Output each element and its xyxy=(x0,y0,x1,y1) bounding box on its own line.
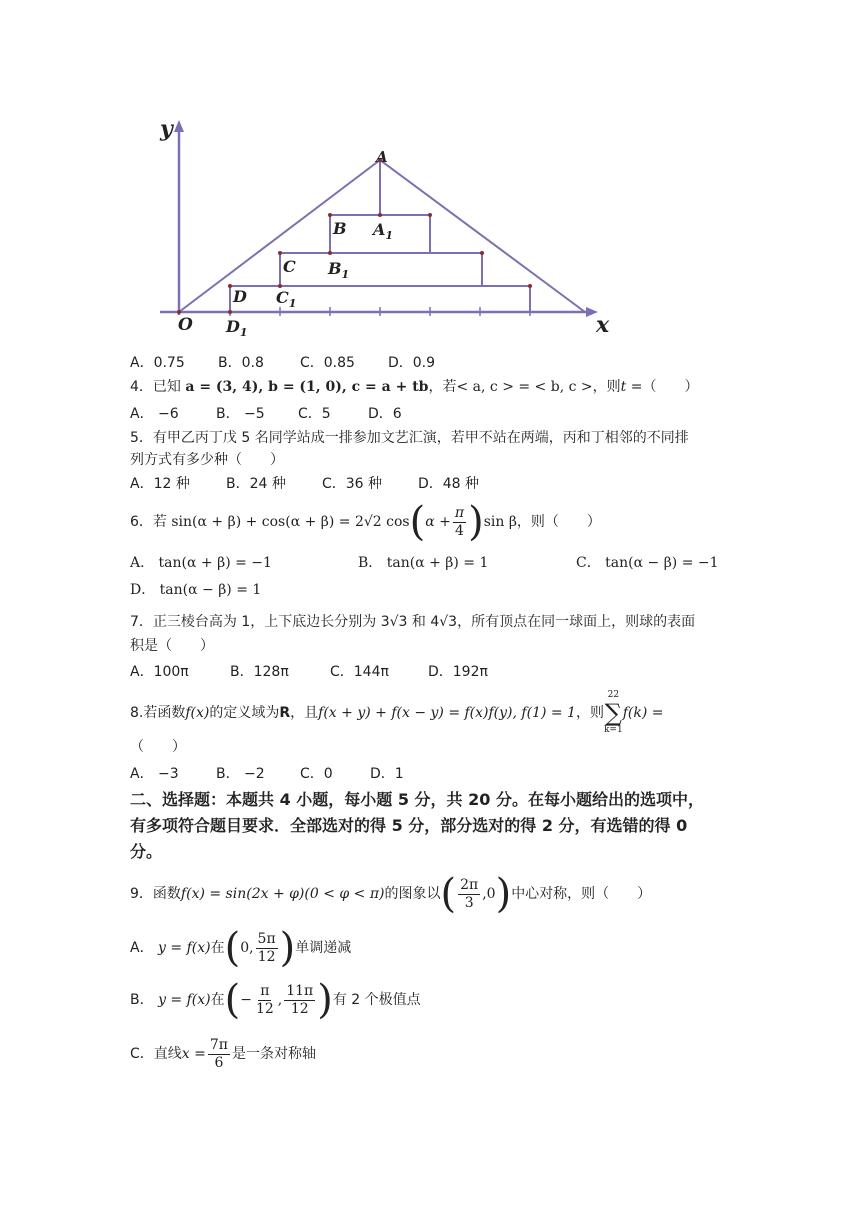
label-D: D xyxy=(233,287,247,306)
text: ，且 xyxy=(290,705,319,721)
paren: ) xyxy=(279,925,296,971)
label-D1: $D_1$ xyxy=(226,317,248,339)
q6-options-row2 xyxy=(130,580,261,600)
var-t: t xyxy=(620,379,627,395)
text: ，则 xyxy=(592,379,621,395)
option: D． tan(α − β) = 1 xyxy=(130,582,262,598)
q4-options xyxy=(130,404,402,424)
label-A1: $A_1$ xyxy=(373,220,394,242)
option: B．0.8 xyxy=(218,355,264,371)
fx: f(x) xyxy=(185,705,210,721)
option: C． tan(α − β) = −1 xyxy=(576,555,719,571)
domain-R: R xyxy=(279,705,291,721)
label-O: O xyxy=(178,315,193,335)
option: B．24 种 xyxy=(226,476,286,492)
fraction: $\frac{7\pi}{6}$ xyxy=(209,1036,228,1071)
text: ，则 xyxy=(575,705,604,721)
q6-stem xyxy=(130,499,601,545)
q6-expr-left: sin(α + β) + cos(α + β) = 2√2 cos xyxy=(171,514,410,530)
paren: ) xyxy=(468,499,484,545)
option: C．0.85 xyxy=(300,355,355,371)
label-y: y xyxy=(160,116,173,142)
fraction: $\frac{11\pi}{12}$ xyxy=(286,982,314,1017)
fraction: $\frac{5\pi}{12}$ xyxy=(257,930,276,965)
functional-eq: f(x + y) + f(x − y) = f(x)f(y), f(1) = 1 xyxy=(318,705,576,721)
q8-line2: （ ） xyxy=(130,739,186,755)
minus: − xyxy=(240,992,252,1008)
option: C．36 种 xyxy=(322,476,383,492)
q7-line2: 积是（ ） xyxy=(130,638,214,654)
q6-options-row1 xyxy=(130,553,719,573)
option: A． −3 xyxy=(130,766,179,782)
text: 有 2 个极值点 xyxy=(332,992,421,1008)
paren: ( xyxy=(409,499,426,545)
text: 的图象以 xyxy=(384,886,441,902)
option: B．128π xyxy=(230,664,289,680)
q-number: 4． xyxy=(130,379,153,395)
section-2-heading-1: 二、选择题：本题共 4 小题，每小题 5 分，共 20 分。在每小题给出的选项中， xyxy=(130,790,704,809)
paren: ) xyxy=(317,977,333,1023)
q4-stem xyxy=(130,377,698,397)
q9c-x: x = xyxy=(181,1046,206,1062)
paren: ( xyxy=(440,871,457,917)
text: ，则（ ） xyxy=(516,514,601,530)
section-2-heading-2: 有多项符合题目要求．全部选对的得 5 分，部分选对的得 2 分，有选错的得 0 xyxy=(130,816,688,835)
text: ，若 xyxy=(428,379,457,395)
q-number: 9．函数 xyxy=(130,886,181,902)
q9b-expr: y = f(x) xyxy=(158,992,211,1008)
label-B: B xyxy=(333,219,347,238)
q9a-expr: y = f(x) xyxy=(158,940,211,956)
fraction: $\frac{2\pi}{3}$ xyxy=(460,876,479,911)
q9-option-c xyxy=(130,1032,316,1076)
side-right xyxy=(380,160,585,312)
q5-line1: 5．有甲乙丙丁戊 5 名同学站成一排参加文艺汇演，若甲不站在两端，丙和丁相邻的不同排 xyxy=(130,430,689,446)
paren: ) xyxy=(495,871,512,917)
interval-left: 0, xyxy=(240,940,254,956)
option: D．0.9 xyxy=(388,355,436,371)
text: 在 xyxy=(210,940,225,956)
q5-line2: 列方式有多少种（ ） xyxy=(130,452,284,468)
q6-alpha: α + xyxy=(425,514,451,530)
label-B1: $B_1$ xyxy=(328,259,350,281)
angle-cond: < a, c > = < b, c > xyxy=(456,379,593,395)
text: 的定义域为 xyxy=(209,705,280,721)
vector-expr: a = (3, 4), b = (1, 0), c = a + tb xyxy=(185,379,429,395)
label-C: C xyxy=(283,257,296,276)
option: A． tan(α + β) = −1 xyxy=(130,555,272,571)
q3-options xyxy=(130,353,435,373)
label-A: A xyxy=(376,148,388,166)
option: B． tan(α + β) = 1 xyxy=(358,555,489,571)
option: A．100π xyxy=(130,664,189,680)
staircase-figure xyxy=(150,110,620,340)
q7-line1: 7．正三棱台高为 1，上下底边长分别为 3√3 和 4√3，所有顶点在同一球面上，则球的表面 xyxy=(130,614,696,630)
option-letter: C．直线 xyxy=(130,1046,182,1062)
q9-option-a xyxy=(130,926,351,970)
text: 中心对称，则（ ） xyxy=(511,886,652,902)
option: D．192π xyxy=(428,664,488,680)
q5-options xyxy=(130,474,479,494)
text: 已知 xyxy=(152,379,181,395)
option: C．144π xyxy=(330,664,389,680)
paren: ( xyxy=(224,977,241,1023)
option: D．6 xyxy=(368,406,402,422)
summation: 22 ∑ k=1 xyxy=(603,690,623,735)
option: D．1 xyxy=(370,766,404,782)
text: 单调递减 xyxy=(295,940,352,956)
paren: ( xyxy=(224,925,241,971)
q-number: 8.若函数 xyxy=(130,705,186,721)
option: C．5 xyxy=(298,406,331,422)
fraction: $\frac{\pi}{4}$ xyxy=(454,504,465,539)
text: 在 xyxy=(210,992,225,1008)
option: A．12 种 xyxy=(130,476,190,492)
option-letter: A． xyxy=(130,940,154,956)
option: A．0.75 xyxy=(130,355,185,371)
point-rest: ,0 xyxy=(482,886,496,902)
q8-options xyxy=(130,764,404,784)
q8-stem xyxy=(130,688,663,738)
q9-stem xyxy=(130,871,652,917)
text: 是一条对称轴 xyxy=(231,1046,316,1062)
option: A． −6 xyxy=(130,406,179,422)
q7-options xyxy=(130,662,488,682)
fraction: $\frac{\pi}{12}$ xyxy=(255,982,274,1017)
label-C1: $C_1$ xyxy=(276,288,297,310)
y-axis-arrow xyxy=(174,120,184,132)
text: =（ ） xyxy=(626,379,699,395)
option: B． −2 xyxy=(216,766,265,782)
option-letter: B． xyxy=(130,992,154,1008)
label-x: x xyxy=(596,312,610,338)
q9-expr: f(x) = sin(2x + φ)(0 < φ < π) xyxy=(180,886,385,902)
q6-expr-right: sin β xyxy=(483,514,517,530)
q-number: 6．若 xyxy=(130,514,167,530)
sum-term: f(k) = xyxy=(622,705,664,721)
option: C．0 xyxy=(300,766,333,782)
section-2-heading-3: 分。 xyxy=(130,842,163,861)
q9-option-b: B． y = f(x)在(− $\frac{\pi}{12}$ , $\frac{11\pi}{12}$ )有 2 个极值点 xyxy=(130,977,421,1023)
option: D．48 种 xyxy=(418,476,480,492)
option: B． −5 xyxy=(216,406,265,422)
